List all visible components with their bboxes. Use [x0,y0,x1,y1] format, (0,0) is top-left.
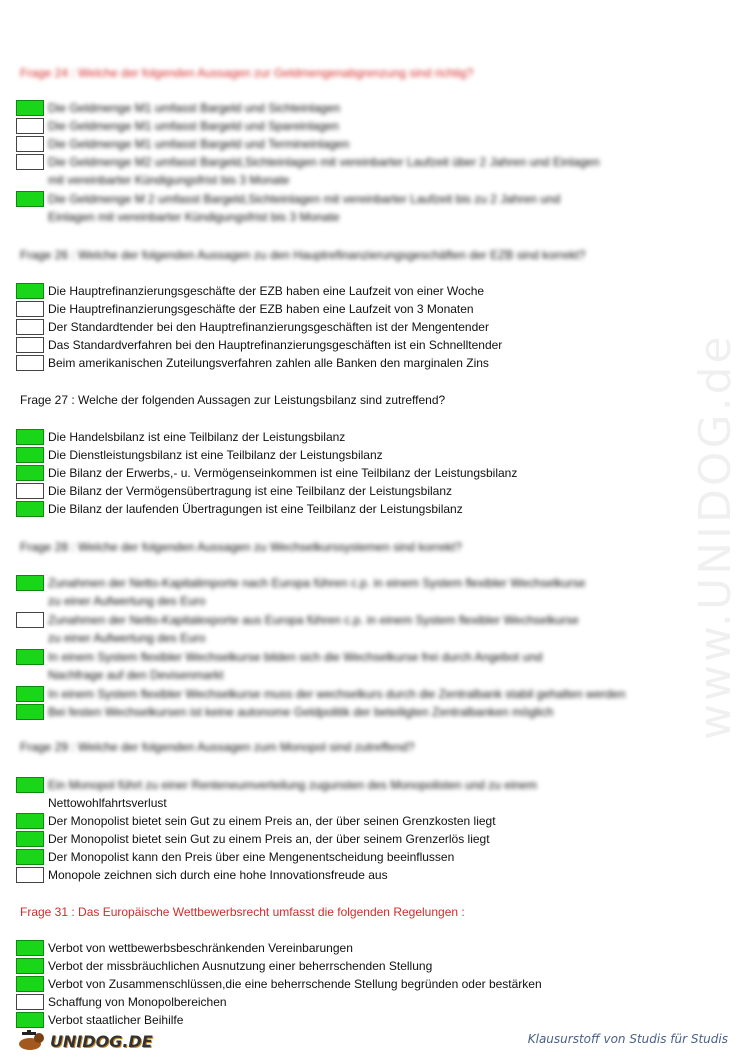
option-text: mit vereinbarter Kündigungsfrist bis 3 Monate [48,173,290,187]
checkbox[interactable] [16,154,44,170]
option-text: Die Geldmenge M1 umfasst Bargeld und Spareinlagen [48,119,339,133]
q29-option [16,866,388,884]
option-text: Zunahmen der Netto-Kapitalexporte aus Europa führen c.p. in einem System flexibler Wechselkurse [48,613,579,627]
q27-option [16,482,452,500]
option-text: In einem System flexibler Wechselkurse muss der wechselkurs durch die Zentralbank stabil gehalten werden [48,687,626,701]
option-text: Monopole zeichnen sich durch eine hohe Innovationsfreude aus [48,868,388,882]
dog-icon [16,1030,46,1052]
option-text: Der Monopolist bietet sein Gut zu einem Preis an, der über seinen Grenzkosten liegt [48,814,496,828]
q26-option [16,300,474,318]
checkbox[interactable] [16,319,44,335]
option-text: Zunahmen der Netto-Kapitalimporte nach Europa führen c.p. in einem System flexibler Wechselkurse [48,576,586,590]
option-text: Ein Monopol führt zu einer Renteneumverteilung zugunsten des Monopolisten und zu einem [48,778,537,792]
checkbox[interactable] [16,813,44,829]
option-text: Verbot staatlicher Beihilfe [48,1013,184,1027]
question-24-title: Frage 24 : Welche der folgenden Aussagen zur Geldmengenabgrenzung sind richtig? [20,66,474,80]
option-text: Nettowohlfahrtsverlust [48,796,167,810]
checkbox[interactable] [16,1012,44,1028]
checkbox[interactable] [16,976,44,992]
option-text: Die Handelsbilanz ist eine Teilbilanz der Leistungsbilanz [48,430,346,444]
q24-option [16,135,349,153]
checkbox[interactable] [16,355,44,371]
checkbox[interactable] [16,447,44,463]
footer-tagline: Klausurstoff von Studis für Studis [527,1032,728,1046]
q27-option [16,500,463,518]
option-text: Die Hauptrefinanzierungsgeschäfte der EZB haben eine Laufzeit von 3 Monaten [48,302,474,316]
option-text: Die Bilanz der Erwerbs,- u. Vermögenseinkommen ist eine Teilbilanz der Leistungsbilanz [48,466,518,480]
question-31-title: Frage 31 : Das Europäische Wettbewerbsrecht umfasst die folgenden Regelungen : [20,905,465,919]
q31-option [16,939,353,957]
q31-option [16,957,432,975]
q27-option [16,428,345,446]
checkbox[interactable] [16,429,44,445]
q29-option [16,776,537,794]
option-text: Das Standardverfahren bei den Hauptrefinanzierungsgeschäften ist ein Schnelltender [48,338,503,352]
q29-option [16,848,454,866]
option-text: Die Bilanz der laufenden Übertragungen ist eine Teilbilanz der Leistungsbilanz [48,502,463,516]
option-text: Bei festen Wechselkursen ist keine autonome Geldpolitik der beteiligten Zentralbanken möglich [48,705,554,719]
checkbox[interactable] [16,831,44,847]
checkbox[interactable] [16,958,44,974]
q29-option [16,812,496,830]
checkbox[interactable] [16,612,44,628]
q26-option [16,336,502,354]
q24-option-continued [16,171,289,189]
option-text: Nachfrage auf den Devisenmarkt [48,668,224,682]
q26-option [16,354,489,372]
option-text: Die Dienstleistungsbilanz ist eine Teilbilanz der Leistungsbilanz [48,448,383,462]
checkbox[interactable] [16,483,44,499]
q26-option [16,282,484,300]
q31-option [16,1011,183,1029]
checkbox[interactable] [16,118,44,134]
option-text: Schaffung von Monopolbereichen [48,995,227,1009]
question-26-title: Frage 26 : Welche der folgenden Aussagen zu den Hauptrefinanzierungsgeschäften der EZB sind korrekt? [20,248,586,262]
unidog-logo[interactable] [16,1030,153,1052]
q28-option [16,703,553,721]
checkbox[interactable] [16,867,44,883]
checkbox[interactable] [16,849,44,865]
q27-option [16,464,517,482]
question-27-title: Frage 27 : Welche der folgenden Aussagen zur Leistungsbilanz sind zutreffend? [20,393,446,407]
q26-option [16,318,489,336]
q28-option [16,611,579,629]
q27-option [16,446,383,464]
q28-option [16,574,585,592]
checkbox[interactable] [16,301,44,317]
q28-option-continued [16,592,205,610]
option-text: Verbot von Zusammenschlüssen,die eine beherrschende Stellung begründen oder bestärken [48,977,542,991]
checkbox[interactable] [16,283,44,299]
checkbox[interactable] [16,465,44,481]
checkbox[interactable] [16,994,44,1010]
q24-option-continued [16,208,340,226]
q29-option-continued [16,794,167,812]
option-text: zu einer Aufwertung des Euro [48,594,206,608]
checkbox[interactable] [16,704,44,720]
option-text: Der Monopolist kann den Preis über eine Mengenentscheidung beeinflussen [48,850,455,864]
q28-option [16,685,625,703]
q24-option [16,153,600,171]
option-text: Beim amerikanischen Zuteilungsverfahren zahlen alle Banken den marginalen Zins [48,356,489,370]
q29-option [16,830,490,848]
q31-option [16,993,227,1011]
checkbox[interactable] [16,940,44,956]
option-text: Verbot der missbräuchlichen Ausnutzung einer beherrschenden Stellung [48,959,433,973]
q28-option-continued [16,629,205,647]
option-text: zu einer Aufwertung des Euro [48,631,206,645]
option-text: Die Geldmenge M1 umfasst Bargeld und Termineinlagen [48,137,350,151]
q28-option-continued [16,666,223,684]
checkbox[interactable] [16,100,44,116]
question-29-title: Frage 29 : Welche der folgenden Aussagen zum Monopol sind zutreffend? [20,740,415,754]
checkbox[interactable] [16,337,44,353]
q31-option [16,975,542,993]
checkbox[interactable] [16,777,44,793]
q24-option [16,117,339,135]
checkbox[interactable] [16,136,44,152]
option-text: Die Hauptrefinanzierungsgeschäfte der EZB haben eine Laufzeit von einer Woche [48,284,485,298]
checkbox[interactable] [16,649,44,665]
checkbox[interactable] [16,575,44,591]
watermark: www.UNIDOG.de [690,333,741,740]
option-text: Die Bilanz der Vermögensübertragung ist eine Teilbilanz der Leistungsbilanz [48,484,453,498]
option-text: Der Standardtender bei den Hauptrefinanzierungsgeschäften ist der Mengentender [48,320,489,334]
question-28-title: Frage 28 : Welche der folgenden Aussagen zu Wechselkurssystemen sind korrekt? [20,540,462,554]
checkbox[interactable] [16,501,44,517]
option-text: Die Geldmenge M1 umfasst Bargeld und Sichteinlagen [48,101,341,115]
option-text: Der Monopolist bietet sein Gut zu einem Preis an, der über seinem Grenzerlös liegt [48,832,490,846]
q24-option [16,99,340,117]
option-text: In einem System flexibler Wechselkurse bilden sich die Wechselkurse frei durch Angebot und [48,650,543,664]
q24-option [16,190,560,208]
q28-option [16,648,542,666]
checkbox[interactable] [16,191,44,207]
option-text: Die Geldmenge M 2 umfasst Bargeld,Sichteinlagen mit vereinbarter Laufzeit bis zu 2 Jahren und [48,192,561,206]
option-text: Verbot von wettbewerbsbeschränkenden Vereinbarungen [48,941,353,955]
checkbox[interactable] [16,686,44,702]
option-text: Einlagen mit vereinbarter Kündigungsfrist bis 3 Monate [48,210,340,224]
option-text: Die Geldmenge M2 umfasst Bargeld,Sichteinlagen mit vereinbarter Laufzeit über 2 Jahren und Einlagen [48,155,600,169]
logo-text: UNIDOG.DE [50,1031,153,1051]
